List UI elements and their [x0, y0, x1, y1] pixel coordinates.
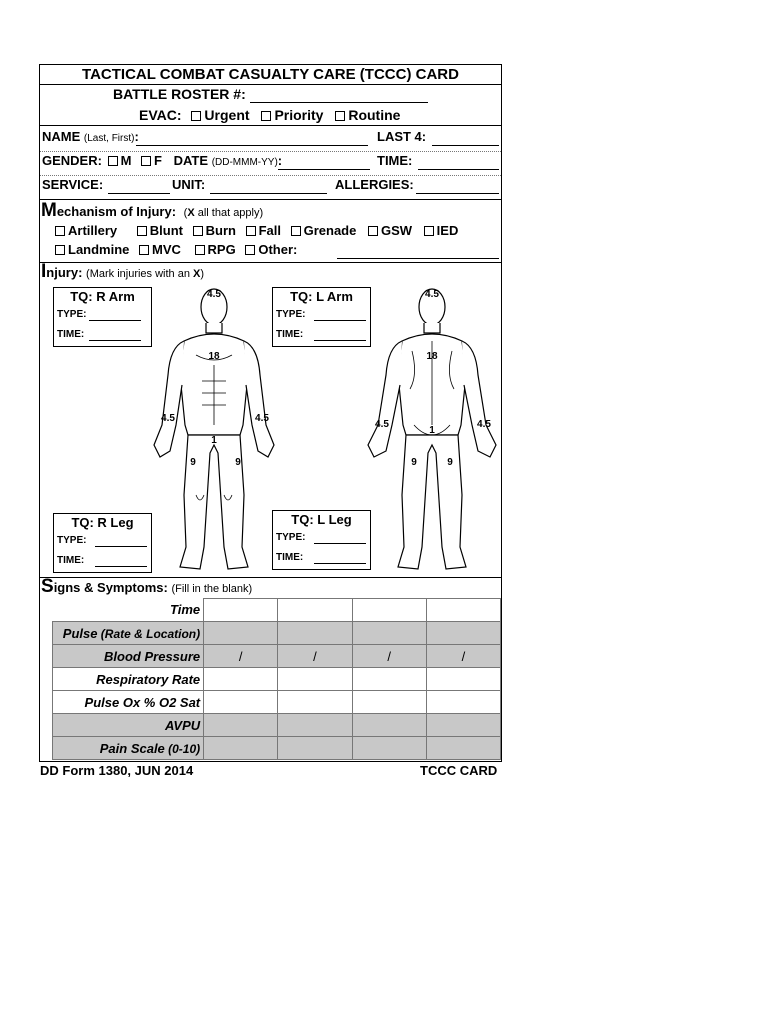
signs-row-label [53, 668, 204, 691]
signs-cell[interactable] [352, 714, 426, 737]
tq-r-arm-time-field[interactable] [89, 340, 141, 341]
moi-blunt-checkbox[interactable] [137, 226, 147, 236]
signs-cell[interactable] [352, 737, 426, 760]
gender-row [42, 153, 282, 168]
battle-roster-field[interactable] [250, 102, 428, 103]
moi-burn-checkbox[interactable] [193, 226, 203, 236]
card-title: TACTICAL COMBAT CASUALTY CARE (TCCC) CARD [82, 66, 459, 83]
signs-cell[interactable] [204, 599, 278, 622]
moi-other-checkbox[interactable] [245, 245, 255, 255]
signs-cell[interactable] [352, 622, 426, 645]
moi-artillery-label: Artillery [68, 223, 118, 238]
evac-priority-checkbox[interactable] [261, 111, 271, 121]
moi-blunt-label: Blunt [149, 223, 183, 238]
injury-hint: (Mark injuries with an [86, 268, 194, 280]
body-back-figure[interactable] [358, 285, 508, 577]
tq-l-leg-type-field[interactable] [314, 543, 366, 544]
moi-burn-label: Burn [205, 223, 236, 238]
gender-f-label: F [154, 153, 162, 168]
last4-field[interactable] [432, 145, 499, 146]
moi-hint-x: X [187, 207, 195, 219]
time-field[interactable] [418, 169, 499, 170]
signs-row-label-text: Pulse Ox % O2 Sat [84, 694, 201, 710]
moi-hint: all that apply) [194, 207, 264, 219]
signs-cell[interactable] [426, 599, 500, 622]
time-label: TIME: [377, 153, 413, 168]
signs-row-label-text: Respiratory Rate [96, 671, 201, 687]
signs-cell[interactable] [426, 691, 500, 714]
tq-l-arm-time-field[interactable] [314, 340, 366, 341]
tq-r-arm-time-label: TIME: [57, 329, 85, 340]
moi-landmine-checkbox[interactable] [55, 245, 65, 255]
signs-title: igns & Symptoms: [53, 580, 168, 595]
allergies-label: ALLERGIES: [335, 177, 414, 192]
gender-f-checkbox[interactable] [141, 156, 151, 166]
tccc-card [39, 64, 502, 762]
signs-cell[interactable] [352, 668, 426, 691]
moi-title: echanism of Injury: [56, 204, 177, 219]
tq-r-leg-time-field[interactable] [95, 566, 147, 567]
injury-hint-x: X [193, 268, 201, 280]
date-colon: : [277, 153, 283, 168]
back-arm-l-percent: 4.5 [477, 419, 491, 430]
signs-cell[interactable] [204, 737, 278, 760]
signs-table [52, 598, 501, 760]
name-field[interactable] [136, 145, 368, 146]
table-row [53, 714, 501, 737]
tq-r-arm-type-field[interactable] [89, 320, 141, 321]
tq-l-arm-title: TQ: L Arm [290, 289, 353, 304]
signs-cell[interactable]: / [204, 645, 278, 668]
tq-r-leg-type-label: TYPE: [57, 535, 87, 546]
tq-r-leg-box [53, 513, 152, 573]
signs-hint: (Fill in the blank) [171, 583, 253, 595]
front-arm-l-percent: 4.5 [255, 413, 269, 424]
back-head-percent: 4.5 [425, 289, 439, 300]
signs-row-sublabel: (Rate & Location) [97, 626, 201, 641]
signs-cell[interactable] [278, 668, 352, 691]
name-label-group [42, 129, 139, 144]
gender-m-checkbox[interactable] [108, 156, 118, 166]
signs-row-label-text: Blood Pressure [104, 648, 201, 664]
signs-row-label-text: Pulse [62, 625, 98, 641]
table-row [53, 599, 501, 622]
divider [40, 125, 501, 126]
evac-priority-label: Priority [274, 107, 324, 123]
injury-hint-close: ) [200, 268, 205, 280]
signs-row-label [53, 691, 204, 714]
evac-label: EVAC: [139, 107, 182, 123]
signs-row-label [53, 622, 204, 645]
back-chest-percent: 18 [426, 351, 438, 362]
tq-r-leg-type-field[interactable] [95, 546, 147, 547]
evac-routine-checkbox[interactable] [335, 111, 345, 121]
signs-cell[interactable] [278, 714, 352, 737]
divider [40, 84, 501, 85]
tq-l-arm-box [272, 287, 371, 347]
moi-gsw-checkbox[interactable] [368, 226, 378, 236]
last4-label: LAST 4: [377, 129, 427, 144]
date-hint: (DD-MMM-YY) [211, 157, 278, 168]
date-field[interactable] [278, 169, 370, 170]
signs-row-label-text: Time [170, 602, 201, 618]
injury-heading [41, 261, 204, 283]
back-groin-percent: 1 [429, 425, 435, 436]
moi-heading [41, 200, 263, 222]
back-leg-l-percent: 9 [447, 457, 453, 468]
moi-initial: M [41, 200, 57, 221]
signs-cell[interactable]: / [426, 645, 500, 668]
tq-l-leg-title: TQ: L Leg [291, 512, 352, 527]
body-front-figure[interactable] [140, 285, 290, 577]
gender-label: GENDER: [42, 153, 102, 168]
divider [40, 175, 501, 176]
tq-l-arm-time-label: TIME: [276, 329, 304, 340]
front-chest-percent: 18 [208, 351, 220, 362]
signs-cell[interactable] [352, 691, 426, 714]
name-colon: : [134, 129, 139, 144]
date-label: DATE [173, 153, 209, 168]
moi-fall-checkbox[interactable] [246, 226, 256, 236]
divider [40, 151, 501, 152]
table-row [53, 645, 501, 668]
moi-row-1 [55, 223, 458, 238]
moi-landmine-label: Landmine [68, 242, 130, 257]
signs-cell[interactable] [204, 714, 278, 737]
moi-rpg-checkbox[interactable] [195, 245, 205, 255]
moi-other-label: Other: [258, 242, 298, 257]
signs-row-label [53, 737, 204, 760]
signs-row-label [53, 645, 204, 668]
injury-initial: I [41, 261, 47, 282]
moi-ied-checkbox[interactable] [424, 226, 434, 236]
signs-row-label [53, 714, 204, 737]
tq-r-arm-type-label: TYPE: [57, 309, 87, 320]
service-label: SERVICE: [42, 177, 104, 192]
signs-row-label [53, 599, 204, 622]
moi-hint-open: ( [183, 207, 188, 219]
moi-fall-label: Fall [258, 223, 281, 238]
signs-row-label-text: AVPU [164, 717, 201, 733]
moi-artillery-checkbox[interactable] [55, 226, 65, 236]
signs-cell[interactable] [426, 714, 500, 737]
moi-row-2 [55, 242, 297, 257]
tq-l-arm-type-field[interactable] [314, 320, 366, 321]
moi-other-field[interactable] [337, 258, 499, 259]
evac-row [139, 107, 400, 123]
name-hint: (Last, First) [83, 133, 135, 144]
evac-urgent-label: Urgent [204, 107, 250, 123]
tq-l-leg-time-field[interactable] [314, 563, 366, 564]
tq-l-leg-box [272, 510, 371, 570]
moi-rpg-label: RPG [207, 242, 236, 257]
front-arm-r-percent: 4.5 [161, 413, 175, 424]
tq-l-arm-type-label: TYPE: [276, 309, 306, 320]
service-field[interactable] [108, 193, 170, 194]
moi-mvc-label: MVC [152, 242, 181, 257]
tq-r-leg-time-label: TIME: [57, 555, 85, 566]
back-leg-r-percent: 9 [411, 457, 417, 468]
form-number: DD Form 1380, JUN 2014 [40, 763, 194, 778]
signs-cell[interactable] [426, 622, 500, 645]
back-arm-r-percent: 4.5 [375, 419, 389, 430]
tq-r-arm-box [53, 287, 152, 347]
battle-roster-label: BATTLE ROSTER #: [113, 86, 246, 102]
allergies-field[interactable] [416, 193, 499, 194]
tq-l-leg-time-label: TIME: [276, 552, 304, 563]
unit-field[interactable] [210, 193, 327, 194]
table-row [53, 622, 501, 645]
signs-cell[interactable] [204, 668, 278, 691]
signs-cell[interactable] [278, 737, 352, 760]
moi-mvc-checkbox[interactable] [139, 245, 149, 255]
signs-cell[interactable] [204, 622, 278, 645]
gender-m-label: M [120, 153, 132, 168]
moi-ied-label: IED [436, 223, 459, 238]
signs-row-label-text: Pain Scale [99, 740, 165, 756]
table-row [53, 737, 501, 760]
front-leg-l-percent: 9 [235, 457, 241, 468]
signs-initial: S [41, 576, 54, 597]
table-row [53, 668, 501, 691]
footer-card-name: TCCC CARD [420, 763, 498, 778]
signs-cell[interactable] [278, 622, 352, 645]
signs-cell[interactable] [426, 668, 500, 691]
signs-cell[interactable] [204, 691, 278, 714]
moi-grenade-label: Grenade [303, 223, 357, 238]
signs-cell[interactable] [426, 737, 500, 760]
unit-label: UNIT: [172, 177, 206, 192]
signs-cell[interactable]: / [352, 645, 426, 668]
front-groin-percent: 1 [211, 435, 217, 446]
evac-routine-label: Routine [348, 107, 401, 123]
table-row [53, 691, 501, 714]
evac-urgent-checkbox[interactable] [191, 111, 201, 121]
signs-cell[interactable] [278, 691, 352, 714]
front-leg-r-percent: 9 [190, 457, 196, 468]
moi-grenade-checkbox[interactable] [291, 226, 301, 236]
injury-title: njury: [46, 265, 83, 280]
name-label: NAME [42, 129, 81, 144]
front-head-percent: 4.5 [207, 289, 221, 300]
tq-r-leg-title: TQ: R Leg [71, 515, 134, 530]
moi-gsw-label: GSW [380, 223, 413, 238]
signs-cell[interactable]: / [278, 645, 352, 668]
signs-cell[interactable] [352, 599, 426, 622]
signs-cell[interactable] [278, 599, 352, 622]
tq-l-leg-type-label: TYPE: [276, 532, 306, 543]
signs-heading [41, 576, 252, 598]
signs-row-sublabel: (0-10) [164, 741, 201, 756]
tq-r-arm-title: TQ: R Arm [70, 289, 135, 304]
